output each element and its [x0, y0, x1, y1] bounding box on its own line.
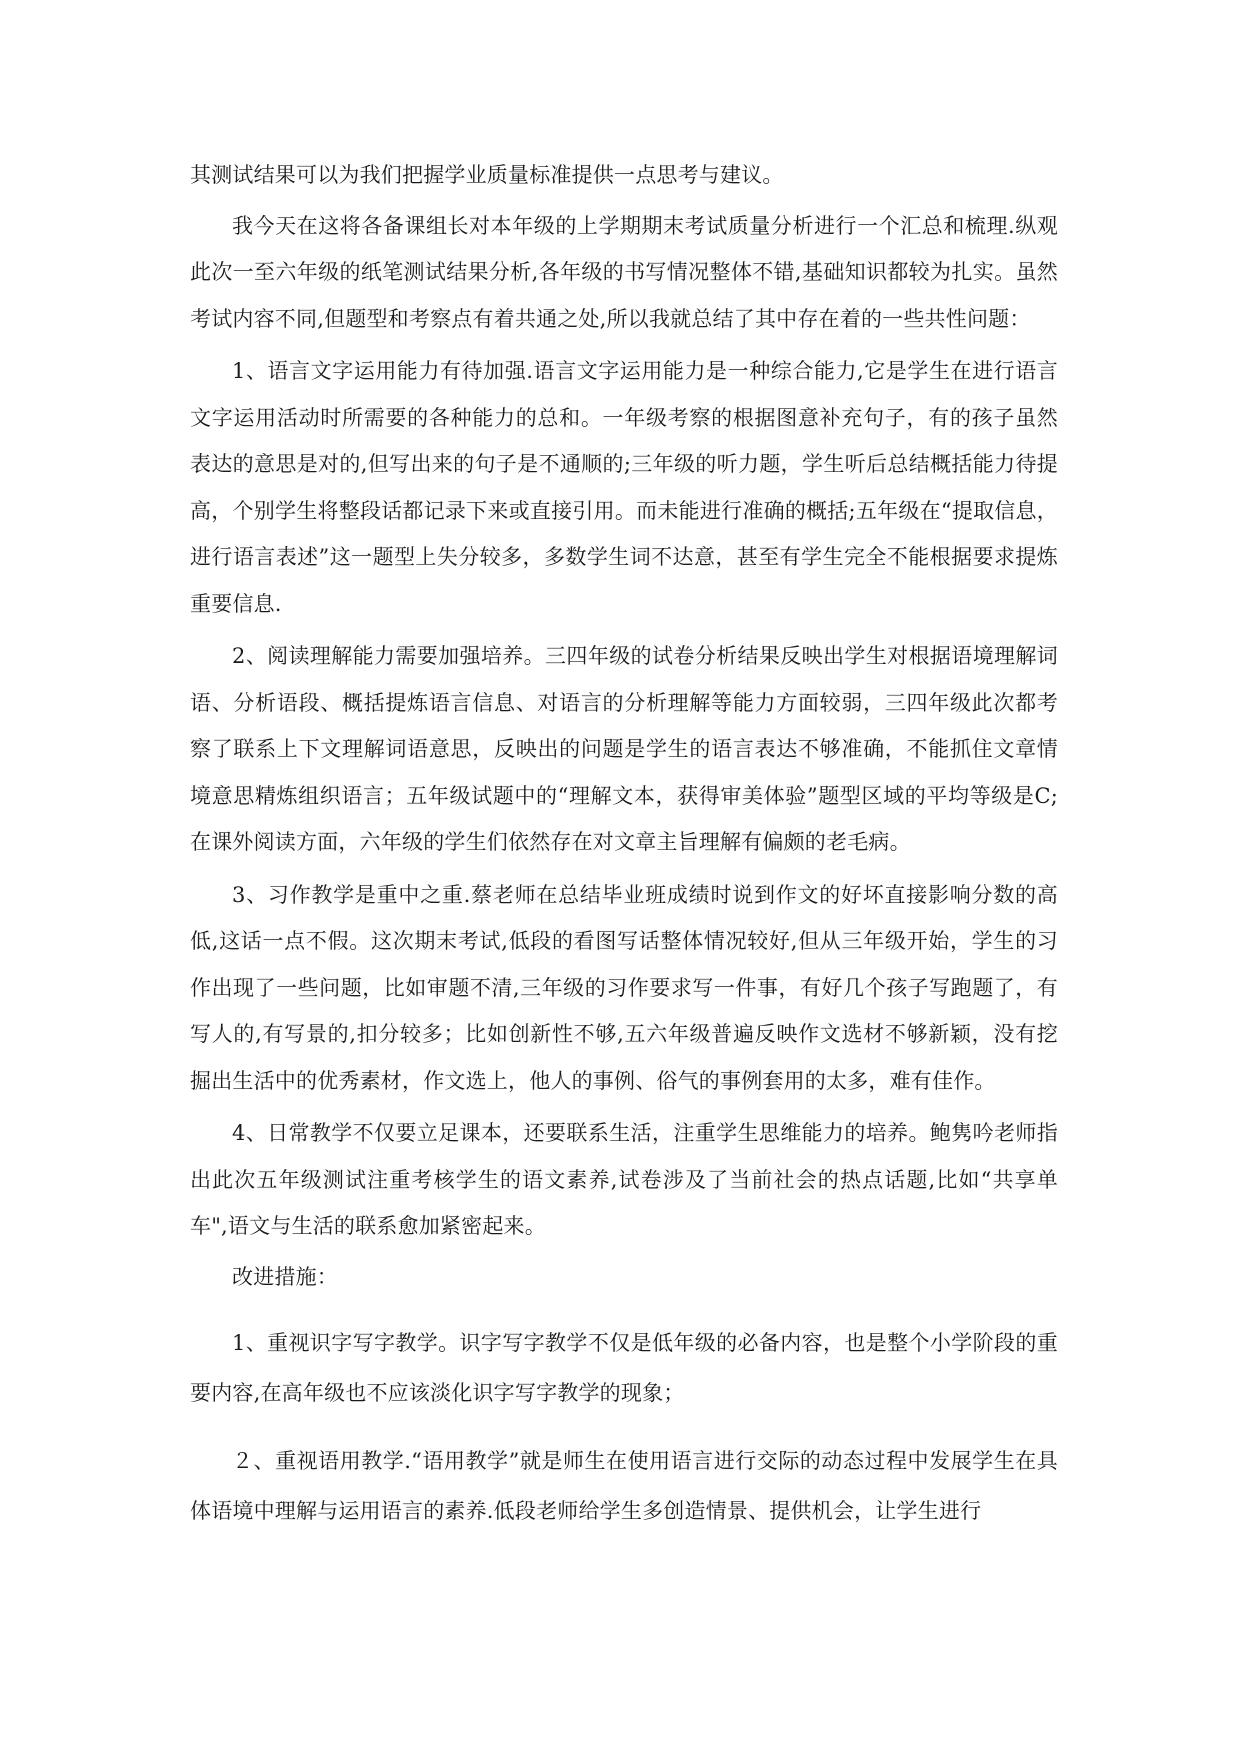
- paragraph-issue-4: 4、日常教学不仅要立足课本，还要联系生活，注重学生思维能力的培养。鲍隽吟老师指出此次五年级测试注重考核学生的语文素养,试卷涉及了当前社会的热点话题,比如“共享单车",语文与生活的联系愈加紧密起来。: [190, 1121, 1058, 1238]
- paragraph-issue-3: 3、习作教学是重中之重.蔡老师在总结毕业班成绩时说到作文的好坏直接影响分数的高低,这话一点不假。这次期末考试,低段的看图写话整体情况较好,但从三年级开始，学生的习作出现了一些问题，比如审题不清,三年级的习作要求写一件事，有好几个孩子写跑题了，有写人的,有写景的,扣分较多；比如创新性不够,五六年级普遍反映作文选材不够新颖，没有挖掘出生活中的优秀素材，作文选上，他人的事例、俗气的事例套用的太多，难有佳作。: [190, 882, 1058, 1093]
- paragraph-issue-2: 2、阅读理解能力需要加强培养。三四年级的试卷分析结果反映出学生对根据语境理解词语、分析语段、概括提炼语言信息、对语言的分析理解等能力方面较弱，三四年级此次都考察了联系上下文理解词语意思，反映出的问题是学生的语言表达不够准确，不能抓住文章情境意思精炼组织语言；五年级试题中的“理解文本，获得审美体验”题型区域的平均等级是C;在课外阅读方面，六年级的学生们依然存在对文章主旨理解有偏颇的老毛病。: [190, 644, 1058, 854]
- paragraph-issue-1: 1、语言文字运用能力有待加强.语言文字运用能力是一种综合能力,它是学生在进行语言文字运用活动时所需要的各种能力的总和。一年级考察的根据图意补充句子，有的孩子虽然表达的意思是对的,但写出来的句子是不通顺的;三年级的听力题，学生听后总结概括能力待提高，个别学生将整段话都记录下来或直接引用。而未能进行准确的概括;五年级在“提取信息，进行语言表述”这一题型上失分较多，多数学生词不达意，甚至有学生完全不能根据要求提炼重要信息.: [190, 359, 1058, 616]
- paragraph-measure-2: ２、重视语用教学.“语用教学”就是师生在使用语言进行交际的动态过程中发展学生在具体语境中理解与运用语言的素养.低段老师给学生多创造情景、提供机会，让学生进行: [190, 1449, 1058, 1523]
- document-body: [190, 152, 1058, 1540]
- paragraph-summary: 我今天在这将各备课组长对本年级的上学期期末考试质量分析进行一个汇总和梳理.纵观此次一至六年级的纸笔测试结果分析,各年级的书写情况整体不错,基础知识都较为扎实。虽然考试内容不同,但题型和考察点有着共通之处,所以我就总结了其中存在着的一些共性问题：: [190, 213, 1058, 331]
- paragraph-intro-continuation: 其测试结果可以为我们把握学业质量标准提供一点思考与建议。: [190, 163, 784, 187]
- paragraph-measure-1: 1、重视识字写字教学。识字写字教学不仅是低年级的必备内容，也是整个小学阶段的重要内容,在高年级也不应该淡化识字写字教学的现象；: [190, 1331, 1058, 1405]
- paragraph-measures-heading: 改进措施：: [232, 1264, 338, 1289]
